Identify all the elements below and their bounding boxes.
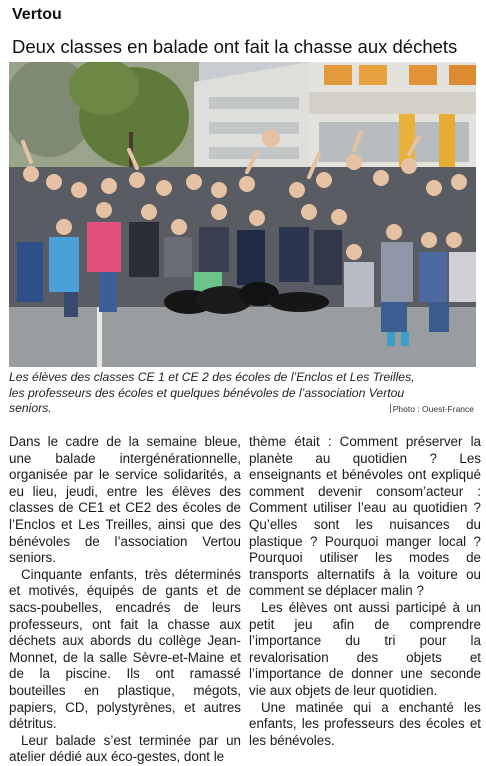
body-paragraph: thème était : Comment préserver la planète au quotidien ? Les enseignants et bénévoles ont expliqué comment devenir consom’acteur : Comment utiliser l’eau au quotidien ? Qu’elles sont les nuisances du plastique ? Pourquoi manger local ? Pourquoi utiliser les modes de transports alternatifs à la voiture ou comment se déplacer malin ? [249,434,481,599]
photo-credit-text: Photo : Ouest-France [392,404,474,414]
credit-divider [390,404,391,413]
group-photo [9,62,476,367]
location-label: Vertou [12,6,62,23]
body-paragraph: Une matinée qui a enchanté les enfants, les professeurs des écoles et les bénévoles. [249,699,481,748]
body-paragraph: Dans le cadre de la semaine bleue, une balade intergénérationnelle, organisée par le service solidarités, a eu lieu, jeudi, entre les élèves des classes de CE1 et CE2 des écoles de l’Enclos et Les Treilles, ainsi que des bénévoles de l’association Vertou seniors. [9,434,241,566]
article-column-right [249,434,481,749]
photo-caption: Les élèves des classes CE 1 et CE 2 des écoles de l’Enclos et Les Treilles, les professeurs des écoles et quelques bénévoles de l’association Vertou seniors. [9,370,415,415]
body-paragraph: Cinquante enfants, très déterminés et motivés, équipés de gants et de sacs-poubelles, encadrés de leurs professeurs, ont fait la chasse aux déchets aux abords du collège Jean-Monnet, de la salle Sèvre-et-Maine et de la piscine. Ils ont ramassé bouteilles en plastique, mégots, papiers, CD, polystyrènes, et autres détritus. [9,566,241,732]
article-headline: Deux classes en balade ont fait la chasse aux déchets [12,36,458,57]
article-column-left [9,434,241,766]
photo-credit [390,404,474,414]
body-paragraph: Leur balade s’est terminée par un atelier dédié aux éco-gestes, dont le [9,732,241,765]
body-paragraph: Les élèves ont aussi participé à un petit jeu afin de comprendre l’importance du tri pour la revalorisation des objets et l’importance de donner une seconde vie aux objets de leur quotidien. [249,599,481,698]
